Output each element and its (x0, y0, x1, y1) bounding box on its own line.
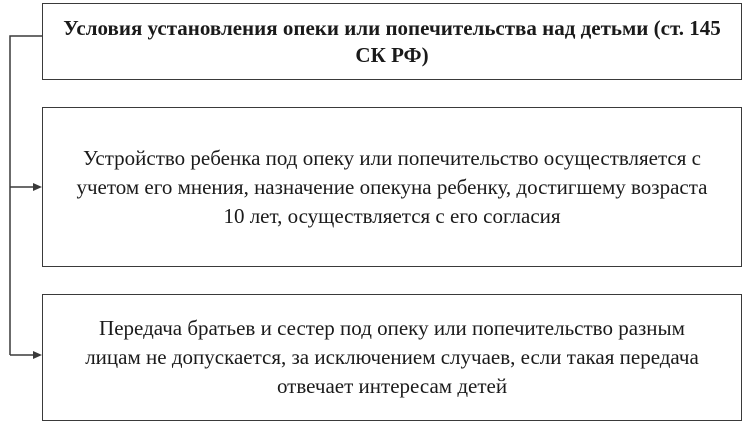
condition-box-2 (42, 294, 742, 421)
arrowhead-item-1 (33, 183, 42, 191)
condition-text-2: Передача братьев и сестер под опеку или попечительство разным лицам не допускается, за исключением случаев, если такая передача отвечает интересам детей (85, 316, 699, 398)
condition-text-1: Устройство ребенка под опеку или попечительство осуществляется с учетом его мнения, назначение опекуна ребенку, достигшему возраста 10 лет, осуществляется с его согласия (76, 145, 708, 228)
arrowhead-item-2 (33, 351, 42, 359)
title-box (42, 3, 742, 80)
diagram-title: Условия установления опеки или попечительства над детьми (ст. 145 СК РФ) (63, 15, 721, 67)
vertical-connector (10, 36, 42, 355)
condition-box-1 (42, 107, 742, 267)
